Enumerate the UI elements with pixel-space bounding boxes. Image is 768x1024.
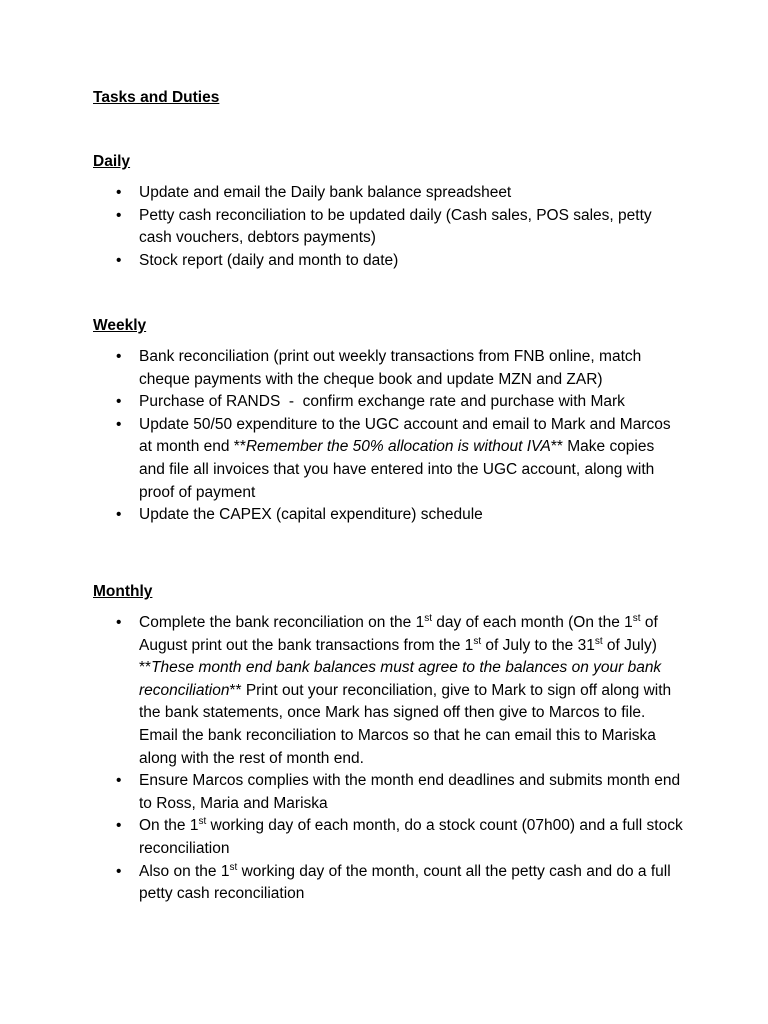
weekly-item: • Update 50/50 expenditure to the UGC account and email to Mark and Marcos at month end **Remember the 50% allocation is without IVA** Make copies and file all invoices that you have entered into the UGC account, along with proof of payment <box>116 415 671 501</box>
daily-list <box>93 182 683 272</box>
daily-item: • Petty cash reconciliation to be updated daily (Cash sales, POS sales, petty cash vouchers, debtors payments) <box>116 206 652 247</box>
bullet-icon: • <box>116 862 122 880</box>
daily-heading: Daily <box>93 153 131 170</box>
document-title: Tasks and Duties <box>93 89 220 106</box>
weekly-item: • Purchase of RANDS - confirm exchange rate and purchase with Mark <box>93 391 683 414</box>
monthly-item: • Complete the bank reconciliation on the 1st day of each month (On the 1st of August print out the bank transactions from the 1st of July to the 31st of July) **These month end bank balances must agree to the balances on your bank reconciliation** Print out your reconciliation, give to Mark to sign off along with the bank statements, once Mark has signed off then give to Marcos to file. Email the bank reconciliation to Marcos so that he can email this to Mariska along with the rest of month end. <box>116 613 672 767</box>
monthly-heading: Monthly <box>93 583 153 600</box>
monthly-item: • On the 1st working day of each month, do a stock count (07h00) and a full stock reconciliation <box>116 816 683 857</box>
weekly-heading: Weekly <box>93 317 147 334</box>
monthly-item: • Ensure Marcos complies with the month end deadlines and submits month end to Ross, Maria and Mariska <box>116 772 681 812</box>
daily-item: • Update and email the Daily bank balance spreadsheet <box>93 182 683 205</box>
monthly-note: These month end bank balances must agree to the balances on your bank reconciliation <box>139 659 662 699</box>
weekly-item: • Update the CAPEX (capital expenditure) schedule <box>93 504 683 527</box>
weekly-item: • Bank reconciliation (print out weekly transactions from FNB online, match cheque payments with the cheque book and update MZN and ZAR) <box>116 348 642 388</box>
bullet-icon: • <box>116 184 122 201</box>
weekly-note: Remember the 50% allocation is without IVA <box>245 438 551 456</box>
monthly-list <box>93 612 683 906</box>
bullet-icon: • <box>116 817 122 835</box>
bullet-icon: • <box>116 251 122 269</box>
weekly-list <box>93 346 683 527</box>
daily-item: • Stock report (daily and month to date) <box>93 250 683 273</box>
bullet-icon: • <box>116 415 122 433</box>
bullet-icon: • <box>116 614 122 631</box>
bullet-icon: • <box>116 206 122 224</box>
bullet-icon: • <box>116 772 122 790</box>
bullet-icon: • <box>116 506 122 524</box>
bullet-icon: • <box>116 393 122 411</box>
bullet-icon: • <box>116 348 122 365</box>
monthly-item: • Also on the 1st working day of the month, count all the petty cash and do a full petty cash reconciliation <box>116 861 671 903</box>
